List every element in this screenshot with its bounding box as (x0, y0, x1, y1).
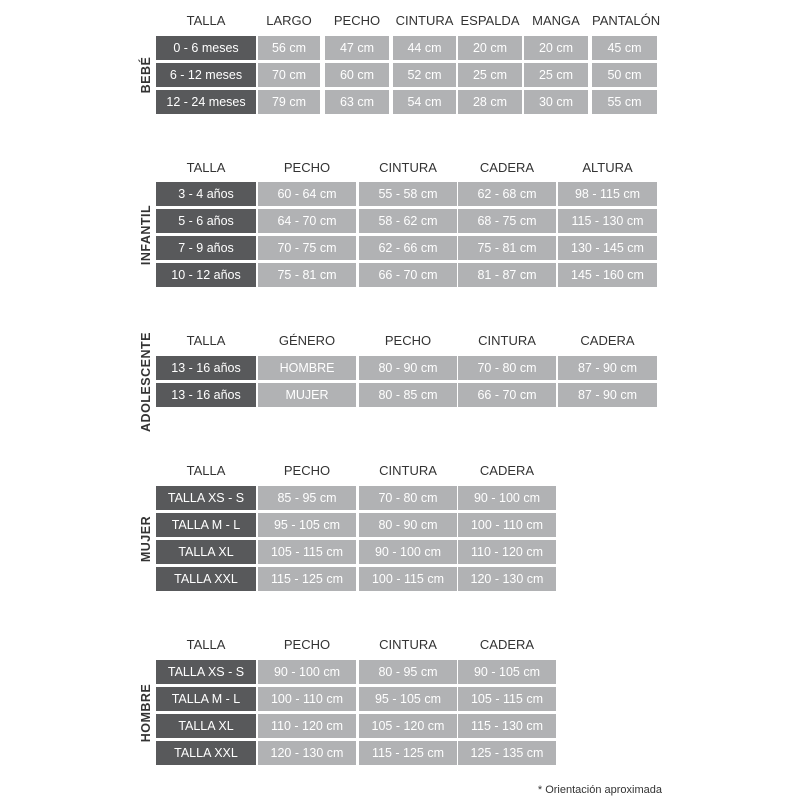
column-header-pecho: PECHO (283, 160, 331, 175)
measurement-cell: 50 cm (592, 63, 657, 87)
size-cell: 7 - 9 años (156, 236, 256, 260)
measurement-cell: 87 - 90 cm (558, 383, 657, 407)
measurement-cell: 25 cm (458, 63, 522, 87)
size-cell: 12 - 24 meses (156, 90, 256, 114)
measurement-cell: 64 - 70 cm (258, 209, 356, 233)
size-cell: TALLA XL (156, 714, 256, 738)
measurement-cell: 52 cm (393, 63, 456, 87)
measurement-cell: 100 - 110 cm (458, 513, 556, 537)
measurement-cell: 30 cm (524, 90, 588, 114)
column-header-genero: GÉNERO (278, 333, 336, 348)
measurement-cell: 90 - 105 cm (458, 660, 556, 684)
column-header-pecho: PECHO (384, 333, 432, 348)
column-header-cadera: CADERA (479, 160, 535, 175)
column-header-cintura: CINTURA (379, 637, 437, 652)
column-header-cadera: CADERA (479, 637, 535, 652)
measurement-cell: 130 - 145 cm (558, 236, 657, 260)
size-cell: 13 - 16 años (156, 356, 256, 380)
measurement-cell: 110 - 120 cm (458, 540, 556, 564)
measurement-cell: 45 cm (592, 36, 657, 60)
column-header-talla: TALLA (186, 333, 226, 348)
measurement-cell: 145 - 160 cm (558, 263, 657, 287)
section-label-text: HOMBRE (139, 683, 153, 742)
measurement-cell: 80 - 95 cm (359, 660, 457, 684)
measurement-cell: 80 - 90 cm (359, 513, 457, 537)
measurement-cell: 56 cm (258, 36, 320, 60)
measurement-cell: 105 - 115 cm (258, 540, 356, 564)
measurement-cell: 80 - 85 cm (359, 383, 457, 407)
column-header-altura: ALTURA (582, 160, 633, 175)
measurement-cell: 60 cm (325, 63, 389, 87)
column-header-espalda: ESPALDA (460, 13, 520, 28)
measurement-cell: 66 - 70 cm (458, 383, 556, 407)
measurement-cell: 70 - 75 cm (258, 236, 356, 260)
measurement-cell: 105 - 115 cm (458, 687, 556, 711)
size-cell: 0 - 6 meses (156, 36, 256, 60)
measurement-cell: 90 - 100 cm (359, 540, 457, 564)
size-cell: 10 - 12 años (156, 263, 256, 287)
measurement-cell: 25 cm (524, 63, 588, 87)
column-header-pecho: PECHO (333, 13, 381, 28)
measurement-cell: 115 - 130 cm (558, 209, 657, 233)
size-cell: 3 - 4 años (156, 182, 256, 206)
size-cell: 13 - 16 años (156, 383, 256, 407)
measurement-cell: 20 cm (524, 36, 588, 60)
column-header-pantalon: PANTALÓN (592, 13, 661, 28)
measurement-cell: 70 - 80 cm (458, 356, 556, 380)
measurement-cell: 54 cm (393, 90, 456, 114)
measurement-cell: 90 - 100 cm (458, 486, 556, 510)
column-header-talla: TALLA (186, 637, 226, 652)
size-cell: TALLA XL (156, 540, 256, 564)
measurement-cell: 75 - 81 cm (258, 263, 356, 287)
column-header-pecho: PECHO (283, 463, 331, 478)
column-header-cintura: CINTURA (395, 13, 454, 28)
measurement-cell: 115 - 130 cm (458, 714, 556, 738)
column-header-talla: TALLA (186, 13, 226, 28)
size-cell: TALLA XS - S (156, 660, 256, 684)
measurement-cell: 55 cm (592, 90, 657, 114)
size-cell: 6 - 12 meses (156, 63, 256, 87)
measurement-cell: 105 - 120 cm (359, 714, 457, 738)
column-header-largo: LARGO (266, 13, 312, 28)
section-label-text: ADOLESCENTE (139, 331, 153, 432)
measurement-cell: 115 - 125 cm (359, 741, 457, 765)
measurement-cell: 70 - 80 cm (359, 486, 457, 510)
measurement-cell: 47 cm (325, 36, 389, 60)
column-header-talla: TALLA (186, 160, 226, 175)
column-header-cintura: CINTURA (478, 333, 536, 348)
size-cell: TALLA XXL (156, 741, 256, 765)
size-cell: TALLA XXL (156, 567, 256, 591)
measurement-cell: 85 - 95 cm (258, 486, 356, 510)
measurement-cell: 100 - 115 cm (359, 567, 457, 591)
measurement-cell: 62 - 66 cm (359, 236, 457, 260)
measurement-cell: 115 - 125 cm (258, 567, 356, 591)
column-header-pecho: PECHO (283, 637, 331, 652)
column-header-talla: TALLA (186, 463, 226, 478)
column-header-cadera: CADERA (580, 333, 635, 348)
section-label-text: INFANTIL (139, 204, 153, 265)
measurement-cell: 66 - 70 cm (359, 263, 457, 287)
size-cell: TALLA XS - S (156, 486, 256, 510)
size-cell: TALLA M - L (156, 513, 256, 537)
measurement-cell: 44 cm (393, 36, 456, 60)
measurement-cell: 58 - 62 cm (359, 209, 457, 233)
measurement-cell: 80 - 90 cm (359, 356, 457, 380)
measurement-cell: 62 - 68 cm (458, 182, 556, 206)
column-header-cintura: CINTURA (379, 160, 437, 175)
measurement-cell: HOMBRE (258, 356, 356, 380)
measurement-cell: 87 - 90 cm (558, 356, 657, 380)
column-header-cadera: CADERA (479, 463, 535, 478)
column-header-cintura: CINTURA (379, 463, 437, 478)
measurement-cell: 81 - 87 cm (458, 263, 556, 287)
measurement-cell: 20 cm (458, 36, 522, 60)
measurement-cell: 98 - 115 cm (558, 182, 657, 206)
measurement-cell: 125 - 135 cm (458, 741, 556, 765)
measurement-cell: 55 - 58 cm (359, 182, 457, 206)
measurement-cell: 68 - 75 cm (458, 209, 556, 233)
measurement-cell: 95 - 105 cm (359, 687, 457, 711)
measurement-cell: 79 cm (258, 90, 320, 114)
measurement-cell: 28 cm (458, 90, 522, 114)
measurement-cell: 75 - 81 cm (458, 236, 556, 260)
measurement-cell: 95 - 105 cm (258, 513, 356, 537)
section-label-text: MUJER (139, 515, 153, 562)
measurement-cell: MUJER (258, 383, 356, 407)
section-label-text: BEBÉ (139, 56, 153, 94)
measurement-cell: 110 - 120 cm (258, 714, 356, 738)
column-header-manga: MANGA (532, 13, 580, 28)
measurement-cell: 120 - 130 cm (458, 567, 556, 591)
footnote: * Orientación aproximada (537, 784, 662, 796)
measurement-cell: 100 - 110 cm (258, 687, 356, 711)
measurement-cell: 70 cm (258, 63, 320, 87)
size-cell: 5 - 6 años (156, 209, 256, 233)
measurement-cell: 90 - 100 cm (258, 660, 356, 684)
size-cell: TALLA M - L (156, 687, 256, 711)
measurement-cell: 120 - 130 cm (258, 741, 356, 765)
measurement-cell: 63 cm (325, 90, 389, 114)
measurement-cell: 60 - 64 cm (258, 182, 356, 206)
